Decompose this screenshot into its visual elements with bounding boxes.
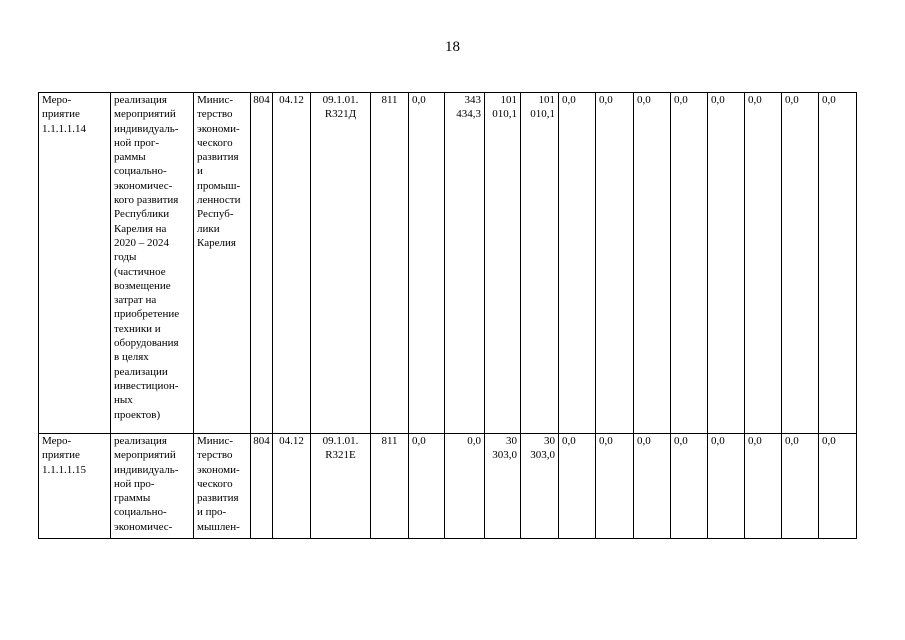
table-row <box>39 434 857 539</box>
value-cell: 0,0 <box>596 93 634 434</box>
description-cell: реализация мероприятий индивидуаль- ной про- граммы социально- экономичес- <box>111 434 194 539</box>
value-cell: 0,0 <box>634 434 671 539</box>
section-cell: 04.12 <box>273 434 311 539</box>
table-row <box>39 93 857 434</box>
value-cell: 0,0 <box>782 93 819 434</box>
value-cell: 0,0 <box>634 93 671 434</box>
event-cell: Меро- приятие 1.1.1.1.15 <box>39 434 111 539</box>
value-cell: 0,0 <box>445 434 485 539</box>
value-cell: 0,0 <box>819 434 857 539</box>
value-cell: 101 010,1 <box>485 93 521 434</box>
value-cell: 0,0 <box>409 93 445 434</box>
value-cell: 0,0 <box>559 93 596 434</box>
grbs-cell: 804 <box>251 93 273 434</box>
grbs-cell: 804 <box>251 434 273 539</box>
value-cell: 30 303,0 <box>521 434 559 539</box>
executor-cell: Минис- терство экономи- ческого развития и про- мышлен- <box>194 434 251 539</box>
value-cell: 0,0 <box>745 93 782 434</box>
expense-type-cell: 811 <box>371 93 409 434</box>
budget-table <box>38 92 857 539</box>
executor-cell: Минис- терство экономи- ческого развития и промыш- ленности Респуб- лики Карелия <box>194 93 251 434</box>
value-cell: 0,0 <box>745 434 782 539</box>
value-cell: 0,0 <box>596 434 634 539</box>
expense-type-cell: 811 <box>371 434 409 539</box>
value-cell: 0,0 <box>671 93 708 434</box>
page-number: 18 <box>445 39 460 55</box>
value-cell: 0,0 <box>708 93 745 434</box>
event-cell: Меро- приятие 1.1.1.1.14 <box>39 93 111 434</box>
description-cell: реализация мероприятий индивидуаль- ной прог- раммы социально- экономичес- кого развития Республики Карелия на 2020 – 2024 годы (частичное возмещение затрат на приобретение техники и оборудования в целях реализации инвестицион- ных проектов) <box>111 93 194 434</box>
target-article-cell: 09.1.01. R321Д <box>311 93 371 434</box>
value-cell: 101 010,1 <box>521 93 559 434</box>
value-cell: 0,0 <box>819 93 857 434</box>
section-cell: 04.12 <box>273 93 311 434</box>
value-cell: 0,0 <box>708 434 745 539</box>
target-article-cell: 09.1.01. R321Е <box>311 434 371 539</box>
value-cell: 343 434,3 <box>445 93 485 434</box>
value-cell: 30 303,0 <box>485 434 521 539</box>
value-cell: 0,0 <box>559 434 596 539</box>
value-cell: 0,0 <box>782 434 819 539</box>
value-cell: 0,0 <box>671 434 708 539</box>
value-cell: 0,0 <box>409 434 445 539</box>
